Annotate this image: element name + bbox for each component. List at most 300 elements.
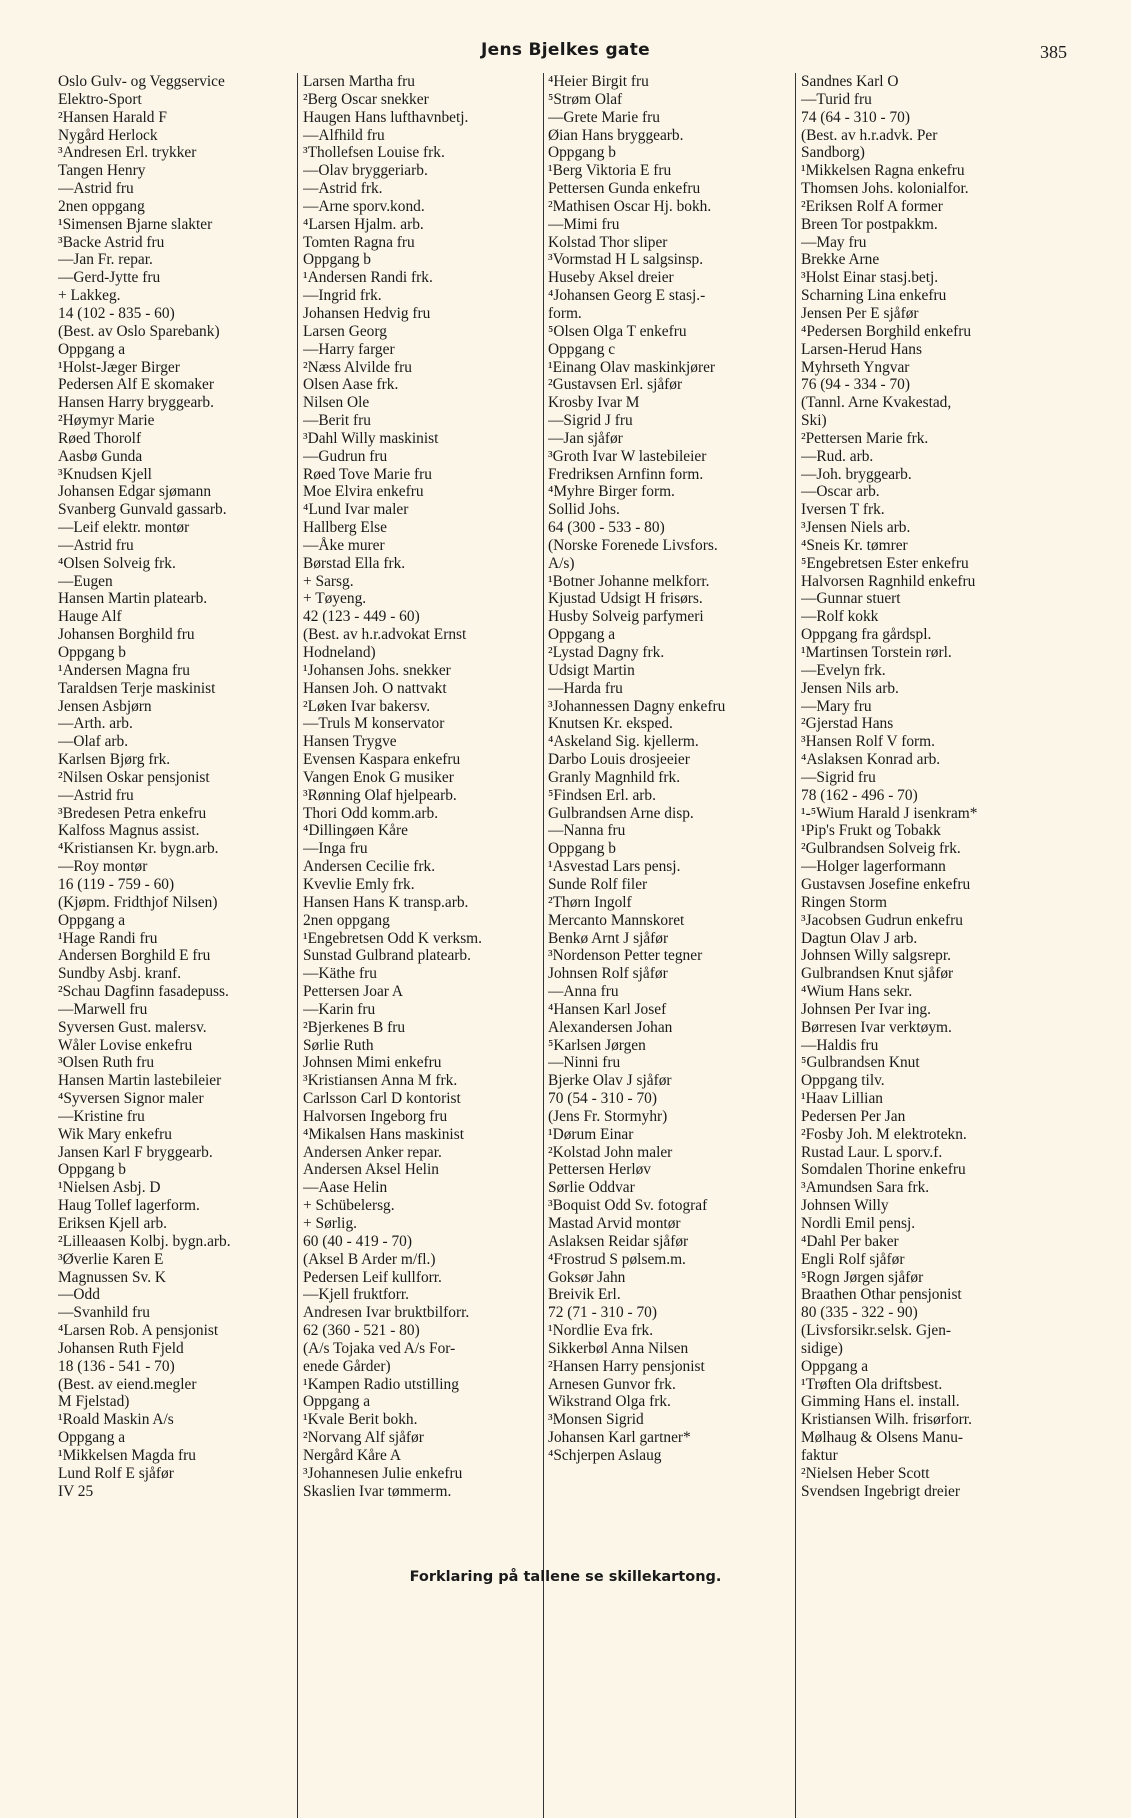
directory-entry: Sørlie Oddvar bbox=[548, 1179, 635, 1197]
directory-entry: ⁴Pedersen Borghild enkefru bbox=[801, 322, 972, 340]
directory-entry: + Schübelersg. bbox=[303, 1197, 395, 1215]
directory-entry: ¹Trøften Ola driftsbest. bbox=[801, 1375, 943, 1393]
directory-entry: Jensen Nils arb. bbox=[801, 679, 899, 697]
directory-entry: Dagtun Olav J arb. bbox=[801, 929, 918, 947]
directory-entry: Sikkerbøl Anna Nilsen bbox=[548, 1339, 689, 1357]
directory-entry: ⁴Aslaksen Konrad arb. bbox=[801, 751, 941, 769]
directory-entry: Iversen T frk. bbox=[801, 501, 885, 519]
directory-entry: ⁴Larsen Hjalm. arb. bbox=[303, 215, 424, 233]
directory-entry: ⁴Sneis Kr. tømrer bbox=[801, 536, 908, 554]
directory-entry: ³Dahl Willy maskinist bbox=[303, 429, 439, 447]
directory-entry: (Livsforsikr.selsk. Gjen- bbox=[801, 1322, 952, 1340]
directory-entry: Sunde Rolf filer bbox=[548, 875, 648, 893]
directory-entry: ²Lilleaasen Kolbj. bygn.arb. bbox=[58, 1232, 231, 1250]
directory-entry: —Haldis fru bbox=[801, 1036, 879, 1054]
directory-entry: —Astrid fru bbox=[58, 786, 134, 804]
directory-entry: ¹Mikkelsen Ragna enkefru bbox=[801, 162, 965, 180]
directory-entry: ⁵Olsen Olga T enkefru bbox=[548, 322, 687, 340]
directory-entry: Kjustad Udsigt H frisørs. bbox=[548, 590, 703, 608]
directory-entry: ³Olsen Ruth fru bbox=[58, 1054, 155, 1072]
directory-entry: —Käthe fru bbox=[303, 965, 377, 983]
directory-entry: Wik Mary enkefru bbox=[58, 1125, 172, 1143]
directory-entry: Jansen Karl F bryggearb. bbox=[58, 1143, 213, 1161]
directory-entry: (Best. av Oslo Sparebank) bbox=[58, 322, 220, 340]
directory-entry: Pettersen Gunda enkefru bbox=[548, 180, 701, 198]
directory-entry: ⁴Syversen Signor maler bbox=[58, 1090, 204, 1108]
directory-entry: Arnesen Gunvor frk. bbox=[548, 1375, 676, 1393]
directory-entry: Carlsson Carl D kontorist bbox=[303, 1090, 461, 1108]
directory-entry: Breen Tor postpakkm. bbox=[801, 215, 938, 233]
directory-entry: Larsen-Herud Hans bbox=[801, 340, 922, 358]
directory-entry: Oppgang a bbox=[801, 1357, 869, 1375]
column-3 bbox=[548, 73, 788, 1513]
directory-entry: Røed Thorolf bbox=[58, 429, 142, 447]
directory-entry: Sollid Johs. bbox=[548, 501, 620, 519]
directory-entry: —Ingrid frk. bbox=[303, 287, 382, 305]
directory-entry: ⁵Karlsen Jørgen bbox=[548, 1036, 646, 1054]
directory-entry: Nygård Herlock bbox=[58, 126, 158, 144]
directory-entry: Tangen Henry bbox=[58, 162, 146, 180]
directory-entry: —Alfhild fru bbox=[303, 126, 385, 144]
directory-entry: ¹Holst-Jæger Birger bbox=[58, 358, 180, 376]
directory-entry: Svendsen Ingebrigt dreier bbox=[801, 1482, 960, 1500]
directory-entry: ¹-⁵Wium Harald J isenkram* bbox=[801, 804, 978, 822]
directory-entry: ³Holst Einar stasj.betj. bbox=[801, 269, 939, 287]
directory-entry: Gimming Hans el. install. bbox=[801, 1393, 960, 1411]
directory-entry: —Jan sjåfør bbox=[548, 429, 623, 447]
directory-entry: Fredriksen Arnfinn form. bbox=[548, 465, 704, 483]
directory-entry: ²Lystad Dagny frk. bbox=[548, 644, 665, 661]
directory-entry: ⁴Larsen Rob. A pensjonist bbox=[58, 1322, 219, 1340]
directory-entry: Jensen Asbjørn bbox=[58, 697, 152, 715]
directory-entry: ⁴Myhre Birger form. bbox=[548, 483, 675, 501]
directory-entry: Andersen Borghild E fru bbox=[58, 947, 211, 965]
column-divider bbox=[543, 73, 544, 1818]
directory-entry: ⁴Lund Ivar maler bbox=[303, 501, 409, 519]
directory-entry: 42 (123 - 449 - 60) bbox=[303, 608, 420, 626]
directory-entry: —Grete Marie fru bbox=[548, 108, 660, 126]
directory-entry: Hansen Hans K transp.arb. bbox=[303, 893, 469, 911]
directory-entry: ¹Botner Johanne melkforr. bbox=[548, 572, 710, 590]
directory-entry: Engli Rolf sjåfør bbox=[801, 1250, 905, 1268]
directory-entry: Rustad Laur. L sporv.f. bbox=[801, 1143, 943, 1161]
directory-entry: —Åke murer bbox=[303, 536, 385, 554]
column-divider bbox=[795, 73, 796, 1818]
directory-entry: ²Løken Ivar bakersv. bbox=[303, 697, 431, 715]
directory-entry: Oppgang b bbox=[548, 840, 616, 858]
directory-entry: Pedersen Leif kullforr. bbox=[303, 1268, 442, 1286]
directory-entry: ¹Asvestad Lars pensj. bbox=[548, 858, 681, 876]
directory-entry: Magnussen Sv. K bbox=[58, 1268, 167, 1286]
directory-entry: Haug Tollef lagerform. bbox=[58, 1197, 200, 1215]
directory-entry: ³Knudsen Kjell bbox=[58, 465, 152, 483]
directory-entry: ¹Mikkelsen Magda fru bbox=[58, 1446, 196, 1464]
directory-entry: Johansen Hedvig fru bbox=[303, 304, 431, 322]
directory-entry: Halvorsen Ragnhild enkefru bbox=[801, 572, 976, 590]
directory-entry: —Ninni fru bbox=[548, 1054, 621, 1072]
directory-entry: Granly Magnhild frk. bbox=[548, 768, 681, 786]
directory-entry: (Tannl. Arne Kvakestad, bbox=[801, 394, 952, 412]
directory-entry: ²Nilsen Oskar pensjonist bbox=[58, 768, 210, 786]
directory-entry: ⁵Rogn Jørgen sjåfør bbox=[801, 1268, 924, 1286]
directory-columns bbox=[58, 73, 1058, 1513]
directory-entry: ¹Einang Olav maskinkjører bbox=[548, 358, 716, 376]
directory-entry: —Astrid fru bbox=[58, 536, 134, 554]
directory-entry: Syversen Gust. malersv. bbox=[58, 1018, 207, 1036]
directory-entry: Pedersen Alf E skomaker bbox=[58, 376, 215, 394]
directory-entry: Johnsen Willy salgsrepr. bbox=[801, 947, 951, 965]
directory-entry: Aslaksen Reidar sjåfør bbox=[548, 1232, 689, 1250]
directory-entry: Udsigt Martin bbox=[548, 661, 635, 679]
directory-entry: ³Jacobsen Gudrun enkefru bbox=[801, 911, 963, 929]
directory-entry: + Sørlig. bbox=[303, 1215, 358, 1232]
directory-entry: ²Gjerstad Hans bbox=[801, 715, 894, 733]
directory-entry: Larsen Martha fru bbox=[303, 73, 415, 90]
directory-entry: ¹Andersen Magna fru bbox=[58, 661, 190, 679]
directory-entry: Hansen Harry bryggearb. bbox=[58, 394, 214, 412]
directory-entry: ⁴Olsen Solveig frk. bbox=[58, 554, 176, 572]
directory-entry: Andresen Ivar bruktbilforr. bbox=[303, 1304, 470, 1322]
directory-entry: Oppgang a bbox=[548, 626, 616, 644]
directory-entry: + Lakkeg. bbox=[58, 287, 121, 305]
directory-entry: Hansen Trygve bbox=[303, 733, 397, 751]
directory-entry: —Evelyn frk. bbox=[801, 661, 886, 679]
directory-entry: ⁴Wium Hans sekr. bbox=[801, 983, 913, 1001]
directory-entry: Ski) bbox=[801, 412, 827, 430]
directory-entry: —Svanhild fru bbox=[58, 1304, 150, 1322]
directory-entry: + Tøyeng. bbox=[303, 590, 367, 608]
directory-entry: Andersen Aksel Helin bbox=[303, 1161, 439, 1179]
directory-entry: Sunstad Gulbrand platearb. bbox=[303, 947, 471, 965]
directory-entry: (Best. av h.r.advokat Ernst bbox=[303, 626, 467, 644]
directory-entry: Breivik Erl. bbox=[548, 1286, 621, 1304]
directory-entry: —Harry farger bbox=[303, 340, 395, 358]
directory-entry: —Mimi fru bbox=[548, 215, 620, 233]
directory-entry: Pettersen Herløv bbox=[548, 1161, 652, 1179]
directory-entry: Alexandersen Johan bbox=[548, 1018, 673, 1036]
directory-entry: Hodneland) bbox=[303, 644, 376, 661]
directory-entry: ¹Martinsen Torstein rørl. bbox=[801, 644, 952, 661]
directory-entry: (Norske Forenede Livsfors. bbox=[548, 536, 718, 554]
directory-entry: ¹Hage Randi fru bbox=[58, 929, 158, 947]
directory-entry: Krosby Ivar M bbox=[548, 394, 640, 412]
directory-entry: form. bbox=[548, 304, 582, 322]
directory-entry: sidige) bbox=[801, 1339, 843, 1357]
directory-entry: Sandborg) bbox=[801, 144, 865, 162]
directory-entry: (Kjøpm. Fridthjof Nilsen) bbox=[58, 893, 218, 911]
directory-entry: Wåler Lovise enkefru bbox=[58, 1036, 193, 1054]
directory-entry: A/s) bbox=[548, 554, 575, 572]
directory-entry: Johnsen Willy bbox=[801, 1197, 889, 1215]
directory-entry: Johansen Edgar sjømann bbox=[58, 483, 212, 501]
directory-entry: —Olaf arb. bbox=[58, 733, 129, 751]
directory-entry: —Gerd-Jytte fru bbox=[58, 269, 161, 287]
directory-entry: ³Nordenson Petter tegner bbox=[548, 947, 703, 965]
directory-entry: Oppgang a bbox=[58, 911, 126, 929]
directory-entry: —Nanna fru bbox=[548, 822, 626, 840]
directory-entry: Thomsen Johs. kolonialfor. bbox=[801, 180, 969, 198]
directory-entry: Goksør Jahn bbox=[548, 1268, 626, 1286]
directory-entry: (Best. av eiend.megler bbox=[58, 1375, 197, 1393]
directory-entry: Svanberg Gunvald gassarb. bbox=[58, 501, 227, 519]
directory-entry: Vangen Enok G musiker bbox=[303, 768, 454, 786]
directory-entry: —Roy montør bbox=[58, 858, 148, 876]
directory-entry: ²Høymyr Marie bbox=[58, 412, 155, 430]
directory-entry: Nilsen Ole bbox=[303, 394, 370, 412]
column-1 bbox=[58, 73, 298, 1513]
directory-entry: Gulbrandsen Knut sjåfør bbox=[801, 965, 954, 983]
directory-entry: Mercanto Mannskoret bbox=[548, 911, 685, 929]
directory-entry: ⁴Hansen Karl Josef bbox=[548, 1000, 667, 1018]
directory-entry: ²Gustavsen Erl. sjåfør bbox=[548, 376, 683, 394]
directory-entry: Benkø Arnt J sjåfør bbox=[548, 929, 669, 947]
directory-entry: ³Andresen Erl. trykker bbox=[58, 144, 197, 162]
directory-entry: Huseby Aksel dreier bbox=[548, 269, 674, 287]
directory-entry: ³Øverlie Karen E bbox=[58, 1250, 164, 1268]
directory-entry: —Jan Fr. repar. bbox=[58, 251, 153, 269]
directory-entry: Kristiansen Wilh. frisørforr. bbox=[801, 1411, 972, 1429]
directory-entry: ³Kristiansen Anna M frk. bbox=[303, 1072, 458, 1090]
directory-entry: ⁵Gulbrandsen Knut bbox=[801, 1054, 920, 1072]
directory-entry: —Rolf kokk bbox=[801, 608, 879, 626]
directory-entry: Hansen Joh. O nattvakt bbox=[303, 679, 447, 697]
directory-entry: Gulbrandsen Arne disp. bbox=[548, 804, 694, 822]
directory-entry: ²Gulbrandsen Solveig frk. bbox=[801, 840, 961, 858]
directory-entry: enede Gårder) bbox=[303, 1357, 391, 1375]
directory-entry: Børstad Ella frk. bbox=[303, 554, 406, 572]
directory-entry: ²Pettersen Marie frk. bbox=[801, 429, 929, 447]
directory-entry: Thori Odd komm.arb. bbox=[303, 804, 439, 822]
directory-entry: Husby Solveig parfymeri bbox=[548, 608, 704, 626]
directory-entry: ²Thørn Ingolf bbox=[548, 893, 632, 911]
directory-entry: Larsen Georg bbox=[303, 322, 387, 340]
directory-entry: ⁴Kristiansen Kr. bygn.arb. bbox=[58, 840, 219, 858]
directory-entry: Aasbø Gunda bbox=[58, 447, 143, 465]
directory-entry: ³Bredesen Petra enkefru bbox=[58, 804, 207, 822]
directory-entry: 70 (54 - 310 - 70) bbox=[548, 1090, 657, 1108]
directory-entry: —Marwell fru bbox=[58, 1000, 148, 1018]
directory-entry: —Olav bryggeriarb. bbox=[303, 162, 428, 180]
directory-entry: —Eugen bbox=[58, 572, 113, 590]
directory-entry: Sørlie Ruth bbox=[303, 1036, 374, 1054]
directory-entry: ¹Kvale Berit bokh. bbox=[303, 1411, 418, 1429]
directory-entry: Karlsen Bjørg frk. bbox=[58, 751, 171, 769]
directory-entry: 2nen oppgang bbox=[303, 911, 390, 929]
directory-entry: 72 (71 - 310 - 70) bbox=[548, 1304, 657, 1322]
directory-entry: ²Eriksen Rolf A former bbox=[801, 197, 943, 215]
directory-entry: ¹Andersen Randi frk. bbox=[303, 269, 433, 287]
directory-entry: Olsen Aase frk. bbox=[303, 376, 399, 394]
directory-entry: Oppgang tilv. bbox=[801, 1072, 885, 1090]
directory-entry: Halvorsen Ingeborg fru bbox=[303, 1107, 448, 1125]
directory-entry: Oslo Gulv- og Veggservice bbox=[58, 73, 225, 90]
directory-entry: Haugen Hans lufthavnbetj. bbox=[303, 108, 469, 126]
directory-entry: 64 (300 - 533 - 80) bbox=[548, 519, 665, 537]
directory-entry: 62 (360 - 521 - 80) bbox=[303, 1322, 420, 1340]
directory-entry: Somdalen Thorine enkefru bbox=[801, 1161, 966, 1179]
directory-entry: ⁴Askeland Sig. kjellerm. bbox=[548, 733, 699, 751]
directory-entry: ⁴Heier Birgit fru bbox=[548, 73, 649, 90]
directory-entry: 14 (102 - 835 - 60) bbox=[58, 304, 175, 322]
directory-entry: ⁴Dillingøen Kåre bbox=[303, 822, 408, 840]
directory-entry: 2nen oppgang bbox=[58, 197, 145, 215]
directory-entry: ¹Pip's Frukt og Tobakk bbox=[801, 822, 941, 840]
directory-entry: ²Kolstad John maler bbox=[548, 1143, 673, 1161]
directory-entry: ³Vormstad H L salgsinsp. bbox=[548, 251, 704, 269]
directory-entry: ²Norvang Alf sjåfør bbox=[303, 1429, 424, 1447]
directory-entry: Lund Rolf E sjåfør bbox=[58, 1464, 174, 1482]
directory-entry: Hallberg Else bbox=[303, 519, 387, 537]
directory-entry: —Arne sporv.kond. bbox=[303, 197, 425, 215]
directory-entry: —Astrid fru bbox=[58, 180, 134, 198]
directory-entry: Oppgang a bbox=[58, 340, 126, 358]
directory-entry: IV 25 bbox=[58, 1482, 94, 1500]
directory-entry: Evensen Kaspara enkefru bbox=[303, 751, 461, 769]
directory-entry: ³Johannessen Dagny enkefru bbox=[548, 697, 726, 715]
directory-entry: —Gunnar stuert bbox=[801, 590, 901, 608]
directory-entry: ¹Haav Lillian bbox=[801, 1090, 883, 1108]
directory-entry: Oppgang b bbox=[58, 644, 126, 661]
directory-entry: ²Schau Dagfinn fasadepuss. bbox=[58, 983, 229, 1001]
directory-entry: ³Rønning Olaf hjelpearb. bbox=[303, 786, 457, 804]
directory-entry: Oppgang fra gårdspl. bbox=[801, 626, 932, 644]
directory-entry: Eriksen Kjell arb. bbox=[58, 1215, 167, 1232]
directory-entry: —Turid fru bbox=[801, 90, 872, 108]
directory-entry: —Berit fru bbox=[303, 412, 371, 430]
page-number: 385 bbox=[1040, 42, 1067, 62]
directory-entry: Johansen Ruth Fjeld bbox=[58, 1339, 184, 1357]
directory-entry: (Best. av h.r.advk. Per bbox=[801, 126, 938, 144]
page-title: Jens Bjelkes gate bbox=[481, 40, 650, 60]
directory-entry: Braathen Othar pensjonist bbox=[801, 1286, 962, 1304]
directory-entry: ¹Roald Maskin A/s bbox=[58, 1411, 174, 1429]
directory-entry: Ringen Storm bbox=[801, 893, 887, 911]
directory-entry: Johnsen Per Ivar ing. bbox=[801, 1000, 931, 1018]
directory-entry: Johnsen Mimi enkefru bbox=[303, 1054, 442, 1072]
directory-entry: Øian Hans bryggearb. bbox=[548, 126, 684, 144]
directory-entry: faktur bbox=[801, 1446, 838, 1464]
directory-entry: ¹Nordlie Eva frk. bbox=[548, 1322, 654, 1340]
directory-entry: ³Groth Ivar W lastebileier bbox=[548, 447, 707, 465]
directory-entry: Hauge Alf bbox=[58, 608, 122, 626]
directory-entry: ³Johannesen Julie enkefru bbox=[303, 1464, 463, 1482]
directory-entry: ²Berg Oscar snekker bbox=[303, 90, 429, 108]
directory-entry: 16 (119 - 759 - 60) bbox=[58, 875, 175, 893]
directory-entry: —Leif elektr. montør bbox=[58, 519, 190, 537]
directory-entry: ⁵Engebretsen Ester enkefru bbox=[801, 554, 969, 572]
directory-entry: ¹Nielsen Asbj. D bbox=[58, 1179, 161, 1197]
directory-entry: —Mary fru bbox=[801, 697, 872, 715]
directory-entry: Scharning Lina enkefru bbox=[801, 287, 947, 305]
directory-entry: Taraldsen Terje maskinist bbox=[58, 679, 216, 697]
directory-entry: Hansen Martin lastebileier bbox=[58, 1072, 222, 1090]
directory-entry: Kvevlie Emly frk. bbox=[303, 875, 415, 893]
directory-entry: ⁵Findsen Erl. arb. bbox=[548, 786, 656, 804]
directory-entry: —May fru bbox=[801, 233, 867, 251]
directory-entry: —Truls M konservator bbox=[303, 715, 445, 733]
directory-entry: Oppgang b bbox=[58, 1161, 126, 1179]
directory-entry: 78 (162 - 496 - 70) bbox=[801, 786, 918, 804]
directory-entry: ³Jensen Niels arb. bbox=[801, 519, 911, 537]
directory-entry: ³Thollefsen Louise frk. bbox=[303, 144, 445, 162]
directory-entry: ³Boquist Odd Sv. fotograf bbox=[548, 1197, 708, 1215]
directory-entry: ⁴Johansen Georg E stasj.- bbox=[548, 287, 706, 305]
directory-entry: Elektro-Sport bbox=[58, 90, 142, 108]
directory-entry: Oppgang c bbox=[548, 340, 616, 358]
directory-entry: Mølhaug & Olsens Manu- bbox=[801, 1429, 964, 1447]
directory-entry: Moe Elvira enkefru bbox=[303, 483, 424, 501]
directory-entry: —Oscar arb. bbox=[801, 483, 880, 501]
directory-entry: (Jens Fr. Stormyhr) bbox=[548, 1107, 668, 1125]
directory-entry: Børresen Ivar verktøym. bbox=[801, 1018, 952, 1036]
directory-entry: Brekke Arne bbox=[801, 251, 880, 269]
directory-entry: 60 (40 - 419 - 70) bbox=[303, 1232, 412, 1250]
directory-entry: ⁴Mikalsen Hans maskinist bbox=[303, 1125, 464, 1143]
directory-entry: Nordli Emil pensj. bbox=[801, 1215, 916, 1232]
directory-entry: —Karin fru bbox=[303, 1000, 376, 1018]
column-2 bbox=[303, 73, 538, 1513]
directory-entry: Nergård Kåre A bbox=[303, 1446, 402, 1464]
directory-entry: 74 (64 - 310 - 70) bbox=[801, 108, 910, 126]
directory-entry: ²Nielsen Heber Scott bbox=[801, 1464, 930, 1482]
directory-entry: ⁴Frostrud S pølsem.m. bbox=[548, 1250, 686, 1268]
directory-entry: (Aksel B Arder m/fl.) bbox=[303, 1250, 436, 1268]
directory-entry: Røed Tove Marie fru bbox=[303, 465, 432, 483]
directory-entry: Pettersen Joar A bbox=[303, 983, 404, 1001]
directory-entry: Johnsen Rolf sjåfør bbox=[548, 965, 668, 983]
directory-entry: ³Backe Astrid fru bbox=[58, 233, 165, 251]
directory-entry: ¹Johansen Johs. snekker bbox=[303, 661, 451, 679]
directory-entry: + Sarsg. bbox=[303, 572, 354, 590]
directory-entry: Hansen Martin platearb. bbox=[58, 590, 208, 608]
directory-entry: ²Bjerkenes B fru bbox=[303, 1018, 406, 1036]
directory-entry: —Aase Helin bbox=[303, 1179, 388, 1197]
directory-entry: —Gudrun fru bbox=[303, 447, 388, 465]
directory-entry: Sundby Asbj. kranf. bbox=[58, 965, 182, 983]
directory-entry: (A/s Tojaka ved A/s For- bbox=[303, 1339, 456, 1357]
directory-entry: —Anna fru bbox=[548, 983, 619, 1001]
directory-entry: Sandnes Karl O bbox=[801, 73, 899, 90]
directory-entry: 76 (94 - 334 - 70) bbox=[801, 376, 910, 394]
directory-entry: Oppgang a bbox=[58, 1429, 126, 1447]
directory-entry: ⁵Strøm Olaf bbox=[548, 90, 623, 108]
directory-entry: —Holger lagerformann bbox=[801, 858, 946, 876]
directory-entry: ¹Kampen Radio utstilling bbox=[303, 1375, 459, 1393]
directory-entry: —Joh. bryggearb. bbox=[801, 465, 912, 483]
directory-entry: M Fjelstad) bbox=[58, 1393, 130, 1411]
footer-note: Forklaring på tallene se skillekartong. bbox=[409, 1569, 722, 1585]
directory-entry: 80 (335 - 322 - 90) bbox=[801, 1304, 918, 1322]
directory-entry: —Sigrid J fru bbox=[548, 412, 633, 430]
directory-entry: ²Næss Alvilde fru bbox=[303, 358, 412, 376]
directory-entry: Kalfoss Magnus assist. bbox=[58, 822, 200, 840]
directory-entry: Kolstad Thor sliper bbox=[548, 233, 668, 251]
directory-entry: Wikstrand Olga frk. bbox=[548, 1393, 671, 1411]
directory-entry: —Sigrid fru bbox=[801, 768, 876, 786]
column-divider bbox=[297, 73, 298, 1818]
directory-entry: —Astrid frk. bbox=[303, 180, 383, 198]
directory-entry: Gustavsen Josefine enkefru bbox=[801, 875, 971, 893]
directory-entry: Johansen Borghild fru bbox=[58, 626, 195, 644]
directory-entry: Knutsen Kr. eksped. bbox=[548, 715, 673, 733]
directory-entry: Oppgang a bbox=[303, 1393, 371, 1411]
directory-entry: ¹Dørum Einar bbox=[548, 1125, 634, 1143]
directory-entry: Pedersen Per Jan bbox=[801, 1107, 906, 1125]
directory-entry: —Arth. arb. bbox=[58, 715, 133, 733]
directory-entry: ¹Simensen Bjarne slakter bbox=[58, 215, 213, 233]
directory-entry: ¹Berg Viktoria E fru bbox=[548, 162, 672, 180]
directory-entry: ²Fosby Joh. M elektrotekn. bbox=[801, 1125, 967, 1143]
